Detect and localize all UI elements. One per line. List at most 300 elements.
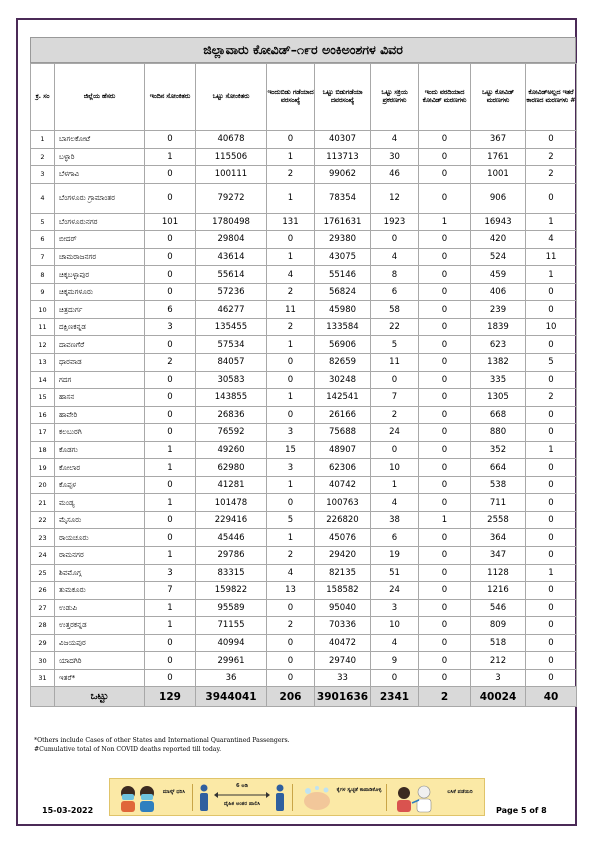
footnote-others: *Others include Cases of other States and International Quarantined Passengers. — [34, 737, 290, 744]
cell-total-deaths: 1305 — [471, 389, 526, 407]
cell-district: ಬಾಗಲಕೋಟೆ — [55, 131, 145, 149]
cell-today-positive: 0 — [145, 231, 196, 249]
vaccine-text: ಲಸಿಕೆ ಪಡೆಯಿರಿ — [447, 789, 473, 795]
vaccination-icon — [392, 783, 436, 813]
cell-total-active: 6 — [371, 283, 419, 301]
cell-total-discharged: 70336 — [315, 617, 371, 635]
cell-today-positive: 0 — [145, 183, 196, 213]
cell-sl: 8 — [31, 266, 55, 284]
cell-district: ಯಾದಗಿರಿ — [55, 652, 145, 670]
cell-district: ಬೆಳಗಾವಿ — [55, 166, 145, 184]
cell-total-active: 19 — [371, 547, 419, 565]
cell-non-covid-deaths: 0 — [526, 183, 577, 213]
cell-total-discharged: 142541 — [315, 389, 371, 407]
cell-sl: 29 — [31, 634, 55, 652]
cell-non-covid-deaths: 0 — [526, 131, 577, 149]
cell-today-discharged: 1 — [267, 183, 315, 213]
cell-district: ಧಾರವಾಡ — [55, 354, 145, 372]
cell-sl: 16 — [31, 406, 55, 424]
cell-total-positive: 26836 — [196, 406, 267, 424]
cell-total-deaths: 524 — [471, 248, 526, 266]
cell-non-covid-deaths: 0 — [526, 617, 577, 635]
total-total-deaths: 40024 — [471, 687, 526, 707]
cell-total-discharged: 43075 — [315, 248, 371, 266]
cell-today-discharged: 3 — [267, 459, 315, 477]
cell-total-discharged: 45076 — [315, 529, 371, 547]
cell-district: ಹಾವೇರಿ — [55, 406, 145, 424]
cell-total-positive: 57534 — [196, 336, 267, 354]
cell-district: ಚಿತ್ರದುರ್ಗ — [55, 301, 145, 319]
cell-total-discharged: 33 — [315, 669, 371, 687]
cell-today-deaths: 0 — [419, 183, 471, 213]
header-today-deaths: ಇಂದು ವರದಿಯಾದ ಕೋವಿಡ್ ಮರಣಗಳು — [419, 64, 471, 131]
cell-total-discharged: 99062 — [315, 166, 371, 184]
cell-total-positive: 29786 — [196, 547, 267, 565]
cell-total-deaths: 546 — [471, 599, 526, 617]
cell-total-discharged: 40307 — [315, 131, 371, 149]
cell-district: ಚಿಕ್ಕಬಳ್ಳಾಪುರ — [55, 266, 145, 284]
cell-total-deaths: 420 — [471, 231, 526, 249]
cell-sl: 30 — [31, 652, 55, 670]
table-row — [31, 476, 577, 494]
cell-today-positive: 1 — [145, 617, 196, 635]
page-number: Page 5 of 8 — [496, 806, 547, 815]
cell-today-positive: 1 — [145, 148, 196, 166]
cell-total-positive: 62980 — [196, 459, 267, 477]
table-row — [31, 599, 577, 617]
header-non-covid-deaths: ಕೋವಿಡ್‌ಅಲ್ಲದ ಇತರೆ ಕಾರಣದ ಮರಣಗಳು # — [526, 64, 577, 131]
hand-wash-icon — [300, 783, 334, 813]
cell-total-active: 9 — [371, 652, 419, 670]
cell-total-positive: 36 — [196, 669, 267, 687]
cell-sl: 7 — [31, 248, 55, 266]
cell-today-deaths: 0 — [419, 406, 471, 424]
cell-today-deaths: 0 — [419, 564, 471, 582]
cell-total-active: 8 — [371, 266, 419, 284]
cell-district: ರಾಮನಗರ — [55, 547, 145, 565]
cell-district: ಶಿವಮೊಗ್ಗ — [55, 564, 145, 582]
cell-sl: 9 — [31, 283, 55, 301]
cell-total-positive: 49260 — [196, 441, 267, 459]
cell-total-active: 1923 — [371, 213, 419, 231]
cell-non-covid-deaths: 4 — [526, 231, 577, 249]
cell-sl: 4 — [31, 183, 55, 213]
cell-non-covid-deaths: 0 — [526, 494, 577, 512]
cell-today-deaths: 0 — [419, 318, 471, 336]
report-date: 15-03-2022 — [42, 806, 94, 815]
table-row — [31, 166, 577, 184]
cell-sl: 5 — [31, 213, 55, 231]
header-total-discharged: ಒಟ್ಟು ಬಿಡುಗಡೆಯಾ ದವರಸಂಖ್ಯೆ — [315, 64, 371, 131]
distance-text: ದೈಹಿಕ ಅಂತರ ಪಾಲಿಸಿ — [223, 801, 261, 807]
total-non-covid-deaths: 40 — [526, 687, 577, 707]
cell-sl: 15 — [31, 389, 55, 407]
cell-today-positive: 0 — [145, 476, 196, 494]
cell-sl: 18 — [31, 441, 55, 459]
cell-today-discharged: 0 — [267, 231, 315, 249]
cell-total-discharged: 1761631 — [315, 213, 371, 231]
cell-total-active: 58 — [371, 301, 419, 319]
cell-total-deaths: 212 — [471, 652, 526, 670]
cell-today-deaths: 0 — [419, 494, 471, 512]
cell-sl: 6 — [31, 231, 55, 249]
cell-total-active: 0 — [371, 371, 419, 389]
cell-total-positive: 40994 — [196, 634, 267, 652]
cell-total-active: 6 — [371, 529, 419, 547]
cell-today-deaths: 0 — [419, 529, 471, 547]
cell-total-discharged: 82135 — [315, 564, 371, 582]
cell-total-discharged: 113713 — [315, 148, 371, 166]
cell-sl: 25 — [31, 564, 55, 582]
cell-total-discharged: 29740 — [315, 652, 371, 670]
cell-sl: 20 — [31, 476, 55, 494]
cell-total-discharged: 40472 — [315, 634, 371, 652]
header-today-positive: ಇಂದಿನ ಸೋಂಕಿತರು — [145, 64, 196, 131]
cell-total-deaths: 459 — [471, 266, 526, 284]
cell-district: ಕೊಪ್ಪಳ — [55, 476, 145, 494]
cell-district: ಕೊಡಗು — [55, 441, 145, 459]
cell-total-active: 38 — [371, 511, 419, 529]
cell-total-positive: 55614 — [196, 266, 267, 284]
cell-today-positive: 0 — [145, 389, 196, 407]
cell-non-covid-deaths: 0 — [526, 336, 577, 354]
cell-district: ತುಮಕೂರು — [55, 582, 145, 600]
cell-non-covid-deaths: 2 — [526, 148, 577, 166]
cell-non-covid-deaths: 5 — [526, 354, 577, 372]
cell-non-covid-deaths: 0 — [526, 547, 577, 565]
cell-today-deaths: 0 — [419, 166, 471, 184]
cell-total-active: 1 — [371, 476, 419, 494]
cell-total-deaths: 364 — [471, 529, 526, 547]
cell-district: ಗದಗ — [55, 371, 145, 389]
header-row — [31, 64, 577, 131]
cell-today-positive: 0 — [145, 424, 196, 442]
table-row — [31, 424, 577, 442]
cell-total-deaths: 406 — [471, 283, 526, 301]
cell-total-active: 46 — [371, 166, 419, 184]
cell-today-discharged: 1 — [267, 336, 315, 354]
cell-district: ಹಾಸನ — [55, 389, 145, 407]
cell-total-discharged: 56906 — [315, 336, 371, 354]
cell-district: ಬೆಂಗಳೂರು ಗ್ರಾಮಾಂತರ — [55, 183, 145, 213]
cell-total-deaths: 1382 — [471, 354, 526, 372]
cell-total-discharged: 45980 — [315, 301, 371, 319]
cell-today-discharged: 3 — [267, 424, 315, 442]
banner-divider — [292, 784, 293, 811]
cell-district: ಮಂಡ್ಯ — [55, 494, 145, 512]
cell-today-discharged: 0 — [267, 652, 315, 670]
cell-sl: 3 — [31, 166, 55, 184]
cell-today-positive: 1 — [145, 494, 196, 512]
cell-today-deaths: 0 — [419, 669, 471, 687]
cell-today-positive: 3 — [145, 318, 196, 336]
cell-total-positive: 159822 — [196, 582, 267, 600]
cell-today-discharged: 0 — [267, 599, 315, 617]
cell-non-covid-deaths: 1 — [526, 213, 577, 231]
cell-today-discharged: 15 — [267, 441, 315, 459]
cell-today-discharged: 1 — [267, 148, 315, 166]
cell-today-positive: 101 — [145, 213, 196, 231]
cell-total-deaths: 1761 — [471, 148, 526, 166]
cell-today-deaths: 0 — [419, 371, 471, 389]
cell-non-covid-deaths: 2 — [526, 389, 577, 407]
cell-district: ಚಿಕ್ಕಮಗಳೂರು — [55, 283, 145, 301]
cell-today-positive: 0 — [145, 248, 196, 266]
cell-sl: 19 — [31, 459, 55, 477]
cell-today-positive: 0 — [145, 652, 196, 670]
table-row — [31, 459, 577, 477]
cell-total-positive: 43614 — [196, 248, 267, 266]
cell-today-discharged: 0 — [267, 494, 315, 512]
cell-total-active: 2 — [371, 406, 419, 424]
cell-non-covid-deaths: 0 — [526, 529, 577, 547]
cell-today-deaths: 0 — [419, 599, 471, 617]
cell-today-deaths: 0 — [419, 131, 471, 149]
cell-total-discharged: 75688 — [315, 424, 371, 442]
cell-total-positive: 45446 — [196, 529, 267, 547]
cell-total-active: 11 — [371, 354, 419, 372]
cell-total-discharged: 78354 — [315, 183, 371, 213]
cell-total-positive: 229416 — [196, 511, 267, 529]
cell-total-deaths: 906 — [471, 183, 526, 213]
cell-total-positive: 143855 — [196, 389, 267, 407]
cell-total-positive: 135455 — [196, 318, 267, 336]
cell-district: ಉಡುಪಿ — [55, 599, 145, 617]
cell-total-discharged: 62306 — [315, 459, 371, 477]
cell-sl: 31 — [31, 669, 55, 687]
cell-total-deaths: 352 — [471, 441, 526, 459]
table-row — [31, 301, 577, 319]
covid-district-table — [30, 63, 577, 707]
cell-non-covid-deaths: 1 — [526, 564, 577, 582]
cell-total-active: 30 — [371, 148, 419, 166]
cell-today-discharged: 131 — [267, 213, 315, 231]
cell-today-positive: 1 — [145, 441, 196, 459]
cell-total-deaths: 335 — [471, 371, 526, 389]
cell-total-active: 5 — [371, 336, 419, 354]
cell-non-covid-deaths: 0 — [526, 371, 577, 389]
cell-today-positive: 1 — [145, 599, 196, 617]
cell-total-active: 0 — [371, 669, 419, 687]
cell-today-positive: 0 — [145, 283, 196, 301]
banner-divider — [386, 784, 387, 811]
cell-total-positive: 101478 — [196, 494, 267, 512]
cell-district: ಕಲಬುರಗಿ — [55, 424, 145, 442]
table-row — [31, 131, 577, 149]
cell-today-deaths: 1 — [419, 213, 471, 231]
cell-non-covid-deaths: 0 — [526, 424, 577, 442]
cell-today-positive: 0 — [145, 166, 196, 184]
cell-total-active: 4 — [371, 248, 419, 266]
table-row — [31, 529, 577, 547]
cell-non-covid-deaths: 11 — [526, 248, 577, 266]
cell-total-discharged: 95040 — [315, 599, 371, 617]
cell-sl: 13 — [31, 354, 55, 372]
cell-total-deaths: 347 — [471, 547, 526, 565]
cell-total-active: 24 — [371, 582, 419, 600]
cell-non-covid-deaths: 0 — [526, 283, 577, 301]
hand-hygiene-text: ಕೈಗಳ ಸ್ವಚ್ಛತೆ ಕಾಪಾಡಿಕೊಳ್ಳಿ — [336, 787, 382, 793]
cell-total-positive: 84057 — [196, 354, 267, 372]
cell-today-discharged: 2 — [267, 617, 315, 635]
cell-today-deaths: 0 — [419, 389, 471, 407]
cell-total-active: 4 — [371, 131, 419, 149]
cell-total-active: 51 — [371, 564, 419, 582]
cell-today-discharged: 2 — [267, 547, 315, 565]
cell-sl: 17 — [31, 424, 55, 442]
cell-total-deaths: 367 — [471, 131, 526, 149]
cell-today-deaths: 0 — [419, 336, 471, 354]
cell-sl: 27 — [31, 599, 55, 617]
cell-total-deaths: 623 — [471, 336, 526, 354]
cell-today-positive: 0 — [145, 669, 196, 687]
cell-total-deaths: 1128 — [471, 564, 526, 582]
cell-sl: 24 — [31, 547, 55, 565]
total-total-active: 2341 — [371, 687, 419, 707]
header-total-active: ಒಟ್ಟು ಸಕ್ರಿಯ ಪ್ರಕರಣಗಳು — [371, 64, 419, 131]
header-total-deaths: ಒಟ್ಟು ಕೋವಿಡ್ ಮರಣಗಳು — [471, 64, 526, 131]
cell-sl: 1 — [31, 131, 55, 149]
cell-total-positive: 30583 — [196, 371, 267, 389]
cell-non-covid-deaths: 0 — [526, 406, 577, 424]
cell-total-active: 7 — [371, 389, 419, 407]
cell-today-discharged: 0 — [267, 669, 315, 687]
cell-total-discharged: 56824 — [315, 283, 371, 301]
cell-total-discharged: 100763 — [315, 494, 371, 512]
cell-total-deaths: 16943 — [471, 213, 526, 231]
cell-total-deaths: 518 — [471, 634, 526, 652]
header-sl: ಕ್ರ. ಸಂ — [31, 64, 55, 131]
cell-total-deaths: 1216 — [471, 582, 526, 600]
total-label: ಒಟ್ಟು — [55, 687, 145, 707]
cell-sl: 22 — [31, 511, 55, 529]
cell-today-deaths: 0 — [419, 634, 471, 652]
cell-district: ವಿಜಯಪುರ — [55, 634, 145, 652]
table-row — [31, 248, 577, 266]
total-blank — [31, 687, 55, 707]
cell-district: ಬೀದರ್ — [55, 231, 145, 249]
cell-today-deaths: 0 — [419, 441, 471, 459]
header-today-discharged: ಇಂದುಬಿಡು ಗಡೆಯಾದ ವರಸಂಖ್ಯೆ — [267, 64, 315, 131]
total-total-positive: 3944041 — [196, 687, 267, 707]
cell-total-discharged: 29420 — [315, 547, 371, 565]
cell-total-discharged: 82659 — [315, 354, 371, 372]
cell-non-covid-deaths: 0 — [526, 459, 577, 477]
cell-sl: 14 — [31, 371, 55, 389]
cell-total-positive: 1780498 — [196, 213, 267, 231]
cell-total-positive: 71155 — [196, 617, 267, 635]
cell-today-deaths: 0 — [419, 617, 471, 635]
cell-district: ದಕ್ಷಿಣಕನ್ನಡ — [55, 318, 145, 336]
cell-today-discharged: 0 — [267, 634, 315, 652]
cell-sl: 26 — [31, 582, 55, 600]
cell-total-positive: 83315 — [196, 564, 267, 582]
cell-today-discharged: 0 — [267, 354, 315, 372]
cell-total-discharged: 29380 — [315, 231, 371, 249]
cell-district: ಕೋಲಾರ — [55, 459, 145, 477]
cell-total-positive: 57236 — [196, 283, 267, 301]
cell-non-covid-deaths: 0 — [526, 476, 577, 494]
table-row — [31, 406, 577, 424]
cell-total-active: 12 — [371, 183, 419, 213]
cell-today-discharged: 4 — [267, 564, 315, 582]
cell-non-covid-deaths: 1 — [526, 441, 577, 459]
table-row — [31, 148, 577, 166]
cell-district: ಚಾಮರಾಜನಗರ — [55, 248, 145, 266]
cell-district: ಮೈಸೂರು — [55, 511, 145, 529]
cell-total-discharged: 30248 — [315, 371, 371, 389]
cell-total-deaths: 2558 — [471, 511, 526, 529]
cell-total-active: 22 — [371, 318, 419, 336]
cell-today-positive: 0 — [145, 266, 196, 284]
cell-district: ದಾವಣಗೆರೆ — [55, 336, 145, 354]
cell-today-deaths: 0 — [419, 424, 471, 442]
cell-total-active: 4 — [371, 634, 419, 652]
cell-today-deaths: 0 — [419, 231, 471, 249]
cell-total-active: 10 — [371, 459, 419, 477]
table-row — [31, 511, 577, 529]
table-row — [31, 183, 577, 213]
cell-total-discharged: 26166 — [315, 406, 371, 424]
cell-non-covid-deaths: 0 — [526, 599, 577, 617]
cell-today-positive: 2 — [145, 354, 196, 372]
banner-divider — [192, 784, 193, 811]
cell-total-positive: 29961 — [196, 652, 267, 670]
cell-non-covid-deaths: 0 — [526, 669, 577, 687]
cell-today-deaths: 0 — [419, 248, 471, 266]
table-row — [31, 441, 577, 459]
cell-sl: 2 — [31, 148, 55, 166]
footnotes — [34, 736, 290, 754]
cell-today-deaths: 0 — [419, 476, 471, 494]
mask-text: ಮಾಸ್ಕ್ ಧರಿಸಿ — [162, 789, 186, 795]
cell-district: ರಾಯಚೂರು — [55, 529, 145, 547]
cell-today-positive: 6 — [145, 301, 196, 319]
table-row — [31, 634, 577, 652]
cell-today-positive: 0 — [145, 634, 196, 652]
cell-today-positive: 1 — [145, 547, 196, 565]
person-left-icon — [198, 784, 210, 812]
cell-today-positive: 0 — [145, 529, 196, 547]
cell-total-deaths: 538 — [471, 476, 526, 494]
cell-total-active: 0 — [371, 441, 419, 459]
table-row — [31, 371, 577, 389]
cell-today-discharged: 0 — [267, 131, 315, 149]
cell-today-deaths: 0 — [419, 547, 471, 565]
footnote-non-covid: #Cumulative total of Non COVID deaths reported till today. — [34, 746, 222, 753]
cell-today-positive: 3 — [145, 564, 196, 582]
cell-sl: 11 — [31, 318, 55, 336]
cell-today-discharged: 1 — [267, 248, 315, 266]
table-row — [31, 494, 577, 512]
cell-non-covid-deaths: 2 — [526, 166, 577, 184]
cell-total-deaths: 239 — [471, 301, 526, 319]
cell-total-positive: 29804 — [196, 231, 267, 249]
cell-total-discharged: 55146 — [315, 266, 371, 284]
person-right-icon — [274, 784, 286, 812]
cell-district: ಉತ್ತರಕನ್ನಡ — [55, 617, 145, 635]
cell-total-deaths: 809 — [471, 617, 526, 635]
total-today-positive: 129 — [145, 687, 196, 707]
total-today-deaths: 2 — [419, 687, 471, 707]
cell-today-positive: 0 — [145, 406, 196, 424]
cell-total-deaths: 880 — [471, 424, 526, 442]
cell-total-discharged: 48907 — [315, 441, 371, 459]
cell-today-deaths: 1 — [419, 511, 471, 529]
cell-today-discharged: 1 — [267, 389, 315, 407]
cell-non-covid-deaths: 0 — [526, 511, 577, 529]
cell-today-discharged: 0 — [267, 406, 315, 424]
